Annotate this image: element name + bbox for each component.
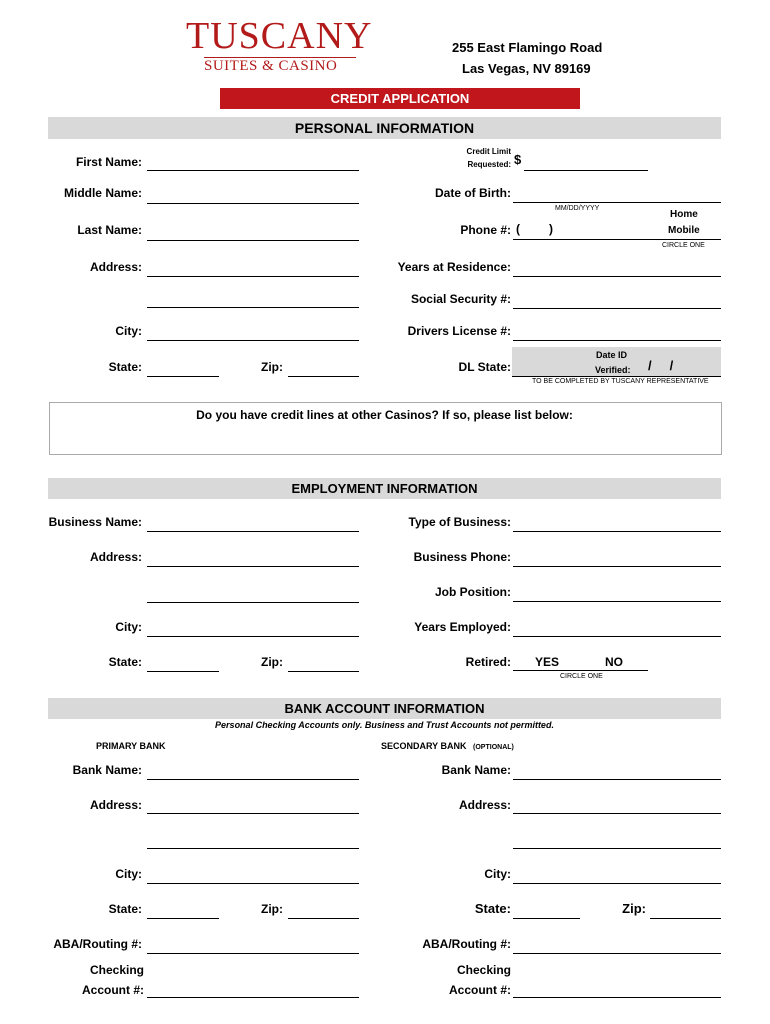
logo-tuscany: TUSCANY bbox=[186, 15, 373, 57]
secondary-bank-address-label: Address: bbox=[458, 798, 511, 812]
years-residence-label: Years at Residence: bbox=[397, 260, 511, 274]
other-casinos-question: Do you have credit lines at other Casinos? If so, please list below: bbox=[196, 408, 573, 422]
address-label: Address: bbox=[89, 260, 142, 274]
years-residence-field[interactable] bbox=[513, 276, 721, 277]
home-option[interactable]: Home bbox=[670, 209, 698, 220]
secondary-bank-name-label: Bank Name: bbox=[441, 763, 511, 777]
optional-label: (OPTIONAL) bbox=[473, 744, 514, 751]
secondary-bank-heading bbox=[381, 741, 514, 751]
primary-bank-zip-label: Zip: bbox=[261, 902, 283, 916]
primary-bank-address-field-2[interactable] bbox=[147, 848, 359, 849]
secondary-checking-field[interactable] bbox=[513, 997, 721, 998]
middle-name-field[interactable] bbox=[147, 203, 359, 204]
credit-limit-label-2: Requested: bbox=[467, 160, 511, 169]
primary-bank-address-field-1[interactable] bbox=[147, 813, 359, 814]
last-name-label: Last Name: bbox=[77, 223, 142, 237]
secondary-bank-city-field[interactable] bbox=[513, 883, 721, 884]
rep-note: TO BE COMPLETED BY TUSCANY REPRESENTATIVE bbox=[532, 378, 709, 385]
date-id-field[interactable]: / / bbox=[648, 358, 674, 373]
bank-info-header: BANK ACCOUNT INFORMATION bbox=[48, 698, 721, 719]
primary-checking-label-1: Checking bbox=[89, 963, 144, 977]
city-field[interactable] bbox=[147, 340, 359, 341]
dl-state-label: DL State: bbox=[458, 360, 511, 374]
employer-state-field[interactable] bbox=[147, 671, 219, 672]
primary-aba-field[interactable] bbox=[147, 953, 359, 954]
middle-name-label: Middle Name: bbox=[63, 186, 142, 200]
retired-field bbox=[513, 670, 648, 671]
phone-paren-close: ) bbox=[549, 222, 553, 236]
business-name-label: Business Name: bbox=[48, 515, 142, 529]
primary-bank-zip-field[interactable] bbox=[288, 918, 359, 919]
secondary-bank-label: SECONDARY BANK bbox=[381, 741, 467, 751]
credit-limit-label-1: Credit Limit bbox=[466, 147, 511, 156]
employer-address-field-1[interactable] bbox=[147, 566, 359, 567]
phone-paren-open: ( bbox=[516, 222, 520, 236]
retired-no-option[interactable]: NO bbox=[605, 655, 623, 669]
retired-label: Retired: bbox=[465, 655, 511, 669]
years-employed-label: Years Employed: bbox=[414, 620, 511, 634]
type-business-label: Type of Business: bbox=[408, 515, 511, 529]
secondary-aba-label: ABA/Routing #: bbox=[422, 937, 511, 951]
employer-city-label: City: bbox=[115, 620, 142, 634]
employer-city-field[interactable] bbox=[147, 636, 359, 637]
casino-address-line1: 255 East Flamingo Road bbox=[452, 40, 603, 55]
type-business-field[interactable] bbox=[513, 531, 721, 532]
primary-bank-name-label: Bank Name: bbox=[72, 763, 142, 777]
secondary-bank-zip-label: Zip: bbox=[622, 901, 646, 916]
secondary-checking-label-2: Account #: bbox=[448, 983, 511, 997]
employer-state-label: State: bbox=[108, 655, 142, 669]
employer-zip-field[interactable] bbox=[288, 671, 359, 672]
secondary-aba-field[interactable] bbox=[513, 953, 721, 954]
phone-field[interactable] bbox=[513, 239, 721, 240]
mobile-option[interactable]: Mobile bbox=[668, 225, 700, 236]
zip-field[interactable] bbox=[288, 376, 359, 377]
secondary-bank-zip-field[interactable] bbox=[650, 918, 721, 919]
bank-note: Personal Checking Accounts only. Business and Trust Accounts not permitted. bbox=[215, 720, 554, 730]
drivers-license-field[interactable] bbox=[513, 340, 721, 341]
state-label: State: bbox=[108, 360, 142, 374]
circle-one-retired: CIRCLE ONE bbox=[560, 673, 603, 680]
job-position-field[interactable] bbox=[513, 601, 721, 602]
ssn-field[interactable] bbox=[513, 308, 721, 309]
secondary-bank-city-label: City: bbox=[484, 867, 511, 881]
employment-info-header: EMPLOYMENT INFORMATION bbox=[48, 478, 721, 499]
circle-one-phone: CIRCLE ONE bbox=[662, 242, 705, 249]
credit-application-banner: CREDIT APPLICATION bbox=[220, 88, 580, 109]
secondary-bank-state-label: State: bbox=[474, 901, 511, 916]
casino-address-line2: Las Vegas, NV 89169 bbox=[462, 61, 591, 76]
last-name-field[interactable] bbox=[147, 240, 359, 241]
primary-bank-state-label: State: bbox=[108, 902, 142, 916]
personal-info-header: PERSONAL INFORMATION bbox=[48, 117, 721, 139]
logo-subtitle: SUITES & CASINO bbox=[204, 58, 338, 74]
primary-bank-city-field[interactable] bbox=[147, 883, 359, 884]
state-field[interactable] bbox=[147, 376, 219, 377]
primary-bank-name-field[interactable] bbox=[147, 779, 359, 780]
primary-bank-address-label: Address: bbox=[89, 798, 142, 812]
credit-limit-field[interactable] bbox=[524, 170, 648, 171]
secondary-bank-state-field[interactable] bbox=[513, 918, 580, 919]
zip-label: Zip: bbox=[261, 360, 283, 374]
secondary-bank-name-field[interactable] bbox=[513, 779, 721, 780]
dob-label: Date of Birth: bbox=[435, 186, 511, 200]
address-field-1[interactable] bbox=[147, 276, 359, 277]
city-label: City: bbox=[115, 324, 142, 338]
secondary-checking-label-1: Checking bbox=[456, 963, 511, 977]
employer-address-field-2[interactable] bbox=[147, 602, 359, 603]
drivers-license-label: Drivers License #: bbox=[407, 324, 511, 338]
ssn-label: Social Security #: bbox=[410, 292, 511, 306]
business-phone-label: Business Phone: bbox=[413, 550, 511, 564]
business-name-field[interactable] bbox=[147, 531, 359, 532]
first-name-field[interactable] bbox=[147, 170, 359, 171]
primary-checking-label-2: Account #: bbox=[81, 983, 144, 997]
phone-label: Phone #: bbox=[460, 223, 511, 237]
secondary-bank-address-field-2[interactable] bbox=[513, 848, 721, 849]
employer-address-label: Address: bbox=[89, 550, 142, 564]
retired-yes-option[interactable]: YES bbox=[535, 655, 560, 669]
business-phone-field[interactable] bbox=[513, 566, 721, 567]
first-name-label: First Name: bbox=[75, 155, 142, 169]
dob-field[interactable] bbox=[513, 202, 721, 203]
secondary-bank-address-field-1[interactable] bbox=[513, 813, 721, 814]
date-id-label-2: Verified: bbox=[595, 365, 631, 375]
primary-aba-label: ABA/Routing #: bbox=[53, 937, 142, 951]
address-field-2[interactable] bbox=[147, 307, 359, 308]
dollar-sign: $ bbox=[514, 152, 522, 167]
primary-bank-heading: PRIMARY BANK bbox=[96, 741, 166, 751]
job-position-label: Job Position: bbox=[435, 585, 511, 599]
primary-bank-state-field[interactable] bbox=[147, 918, 219, 919]
years-employed-field[interactable] bbox=[513, 636, 721, 637]
primary-checking-field[interactable] bbox=[147, 997, 359, 998]
primary-bank-city-label: City: bbox=[115, 867, 142, 881]
employer-zip-label: Zip: bbox=[261, 655, 283, 669]
dob-format-hint: MM/DD/YYYY bbox=[555, 205, 600, 212]
date-id-label-1: Date ID bbox=[596, 350, 628, 360]
